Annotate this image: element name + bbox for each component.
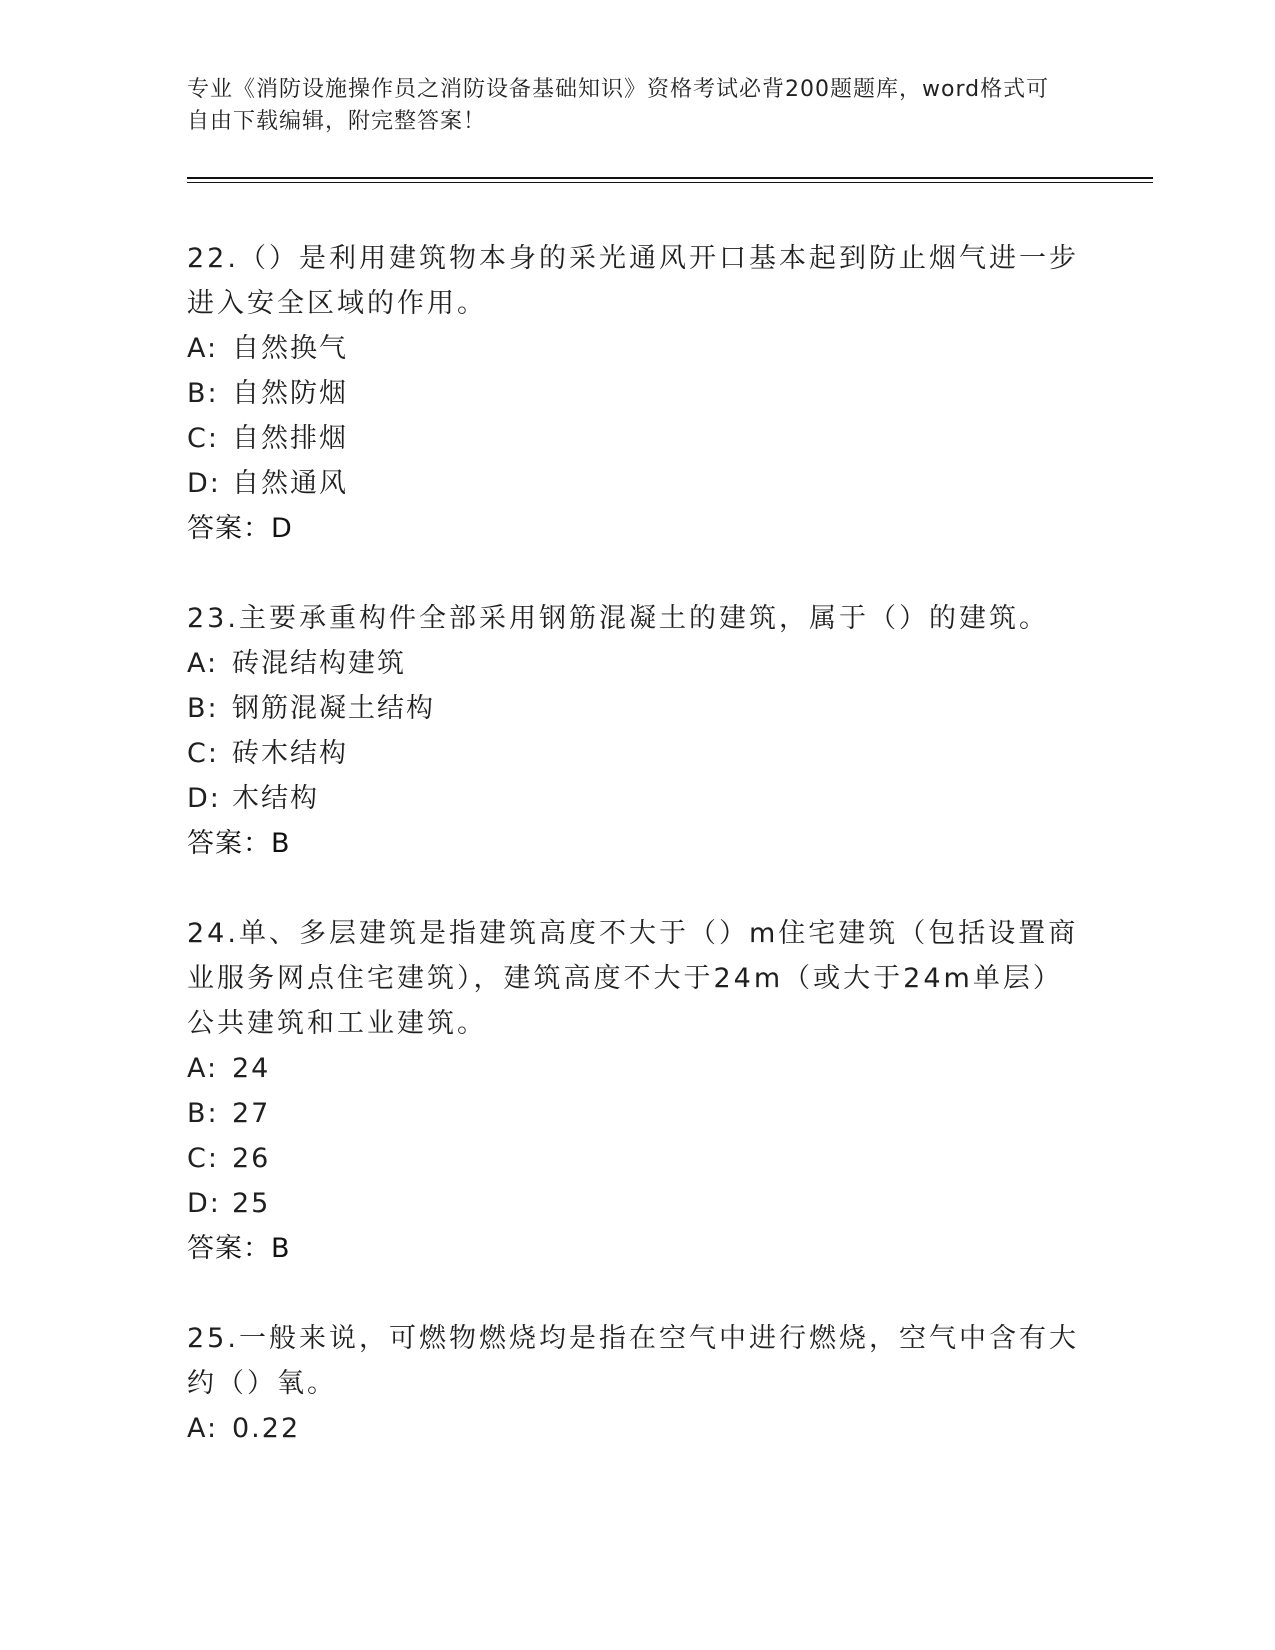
option-a [187, 1406, 1087, 1451]
question-22 [187, 236, 1087, 552]
option-b [187, 371, 1087, 416]
question-stem: 24.单、多层建筑是指建筑高度不大于（）m住宅建筑（包括设置商业服务网点住宅建筑），建筑高度不大于24m（或大于24m单层）公共建筑和工业建筑。 [187, 918, 1079, 1039]
option-text: 27 [232, 1098, 271, 1129]
option-text: 钢筋混凝土结构 [232, 693, 435, 724]
option-letter: C: [187, 423, 219, 454]
option-d [187, 461, 1087, 506]
question-stem: 22.（）是利用建筑物本身的采光通风开口基本起到防止烟气进一步进入安全区域的作用。 [187, 243, 1079, 319]
option-letter: D: [187, 783, 221, 814]
question-24 [187, 911, 1087, 1272]
question-23 [187, 596, 1087, 867]
option-text: 26 [232, 1143, 271, 1174]
option-letter: A: [187, 648, 219, 679]
option-a [187, 1046, 1087, 1091]
option-letter: D: [187, 468, 221, 499]
answer-line: 答案：D [187, 513, 293, 544]
option-text: 25 [232, 1188, 271, 1219]
question-stem: 23.主要承重构件全部采用钢筋混凝土的建筑，属于（）的建筑。 [187, 603, 1049, 634]
option-letter: A: [187, 1053, 219, 1084]
option-letter: A: [187, 1413, 219, 1444]
answer-line: 答案：B [187, 1233, 291, 1264]
option-c [187, 731, 1087, 776]
option-letter: C: [187, 1143, 219, 1174]
answer-line: 答案：B [187, 828, 291, 859]
option-d [187, 776, 1087, 821]
option-text: 砖混结构建筑 [232, 648, 406, 679]
option-text: 自然防烟 [232, 378, 348, 409]
option-a [187, 326, 1087, 371]
option-letter: B: [187, 693, 219, 724]
option-b [187, 686, 1087, 731]
option-letter: C: [187, 738, 219, 769]
option-a [187, 641, 1087, 686]
option-text: 砖木结构 [232, 738, 348, 769]
option-text: 24 [232, 1053, 271, 1084]
option-text: 木结构 [232, 783, 319, 814]
option-text: 自然通风 [232, 468, 348, 499]
option-b [187, 1091, 1087, 1136]
option-letter: D: [187, 1188, 221, 1219]
header-divider [187, 177, 1153, 183]
option-text: 自然换气 [232, 333, 348, 364]
option-letter: B: [187, 1098, 219, 1129]
option-c [187, 1136, 1087, 1181]
option-letter: A: [187, 333, 219, 364]
option-d [187, 1181, 1087, 1226]
option-text: 0.22 [232, 1413, 301, 1444]
document-header: 专业《消防设施操作员之消防设备基础知识》资格考试必背200题题库，word格式可自由下载编辑，附完整答案！ [187, 77, 1050, 134]
question-25 [187, 1316, 1087, 1451]
question-list [187, 236, 1087, 1495]
question-stem: 25.一般来说，可燃物燃烧均是指在空气中进行燃烧，空气中含有大约（）氧。 [187, 1323, 1079, 1399]
option-letter: B: [187, 378, 219, 409]
option-c [187, 416, 1087, 461]
option-text: 自然排烟 [232, 423, 348, 454]
